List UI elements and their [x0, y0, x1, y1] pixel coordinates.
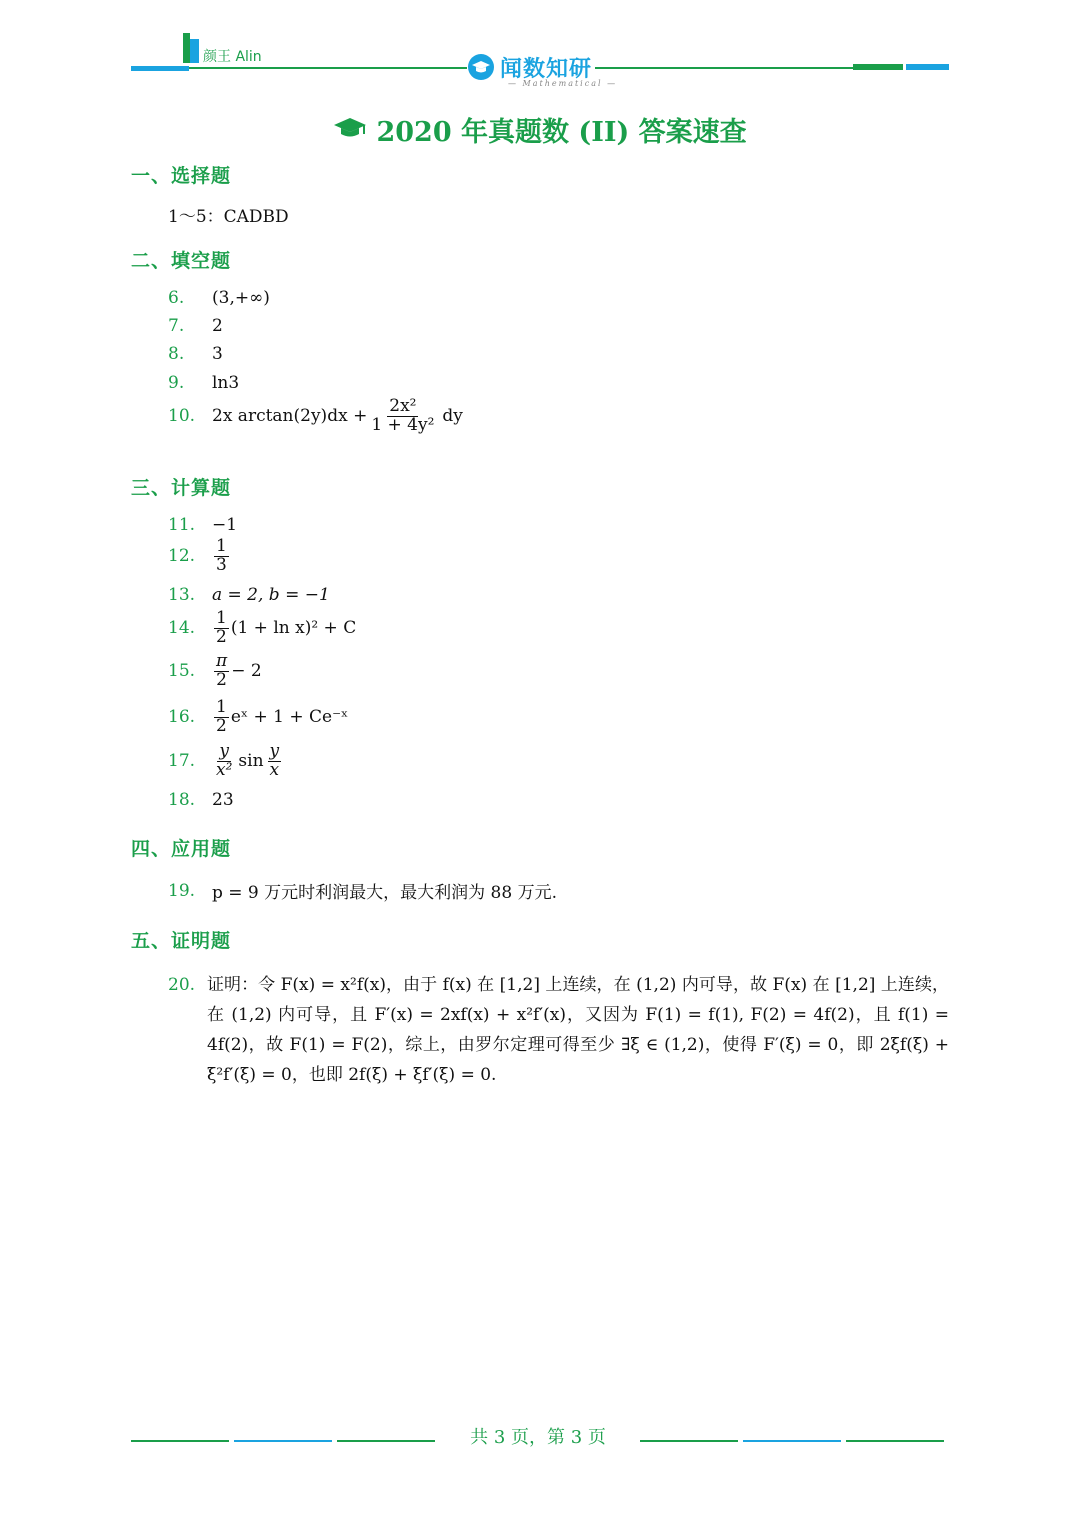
book-logo-icon — [183, 33, 199, 63]
header-rule-left-green — [189, 67, 467, 69]
answer-11 — [168, 515, 237, 535]
header-rule-right-green — [595, 67, 853, 69]
header-rule-right-greenbox — [853, 64, 903, 70]
answer-13 — [168, 585, 330, 605]
section-heading-choice: 一、选择题 — [131, 165, 232, 187]
answer-8 — [168, 344, 223, 364]
fraction-denominator: x² — [216, 759, 233, 780]
fraction-denominator: 3 — [216, 554, 227, 575]
footer-rule — [131, 1440, 229, 1442]
answer-number: 12. — [168, 546, 196, 567]
answer-number: 16. — [168, 707, 196, 728]
fraction-numerator: y — [219, 741, 229, 761]
answer-text: (3,+∞) — [212, 288, 270, 308]
fraction-numerator: 1 — [216, 697, 227, 717]
section-heading-proof: 五、证明题 — [131, 930, 232, 952]
header-rule-right-blue — [906, 64, 949, 70]
fraction — [214, 743, 234, 780]
fraction-denominator: x — [269, 759, 280, 780]
answer-number: 6. — [168, 288, 185, 308]
answer-10 — [168, 398, 463, 435]
answer-tail: dy — [442, 406, 463, 427]
fraction — [214, 538, 229, 575]
answer-tail: (1 + ln x)² + C — [230, 618, 357, 639]
answer-number: 10. — [168, 406, 196, 427]
header-center-brand: 闻数知研 — [500, 57, 593, 82]
answer-text: a = 2, b = −1 — [212, 585, 330, 605]
graduation-cap-icon — [468, 54, 494, 80]
answer-17 — [168, 743, 283, 780]
fraction-denominator: 2 — [216, 669, 227, 690]
answer-number: 13. — [168, 585, 196, 605]
footer-rule — [234, 1440, 332, 1442]
answer-7 — [168, 316, 223, 336]
answer-19 — [168, 878, 557, 903]
answer-number: 19. — [168, 880, 196, 901]
fraction-numerator: 2x² — [389, 396, 417, 416]
answer-text: ln3 — [212, 373, 240, 393]
fraction-numerator: 1 — [216, 608, 227, 628]
fraction-denominator: 2 — [216, 715, 227, 736]
fraction — [214, 699, 229, 736]
footer-rule — [640, 1440, 738, 1442]
page-number: 共 3 页，第 3 页 — [470, 1427, 606, 1448]
answer-number: 9. — [168, 373, 185, 393]
footer-rule — [846, 1440, 944, 1442]
answer-number: 8. — [168, 344, 185, 364]
section-heading-fill: 二、填空题 — [131, 250, 232, 272]
answer-number: 11. — [168, 515, 196, 535]
answer-number: 18. — [168, 790, 196, 810]
answer-18 — [168, 790, 234, 810]
answer-15 — [168, 653, 262, 690]
section-heading-calc: 三、计算题 — [131, 477, 232, 499]
answer-number: 14. — [168, 618, 196, 639]
proof-text: 证明：令 F(x) = x²f(x)，由于 f(x) 在 [1,2] 上连续，在 (1,2) 内可导，故 F(x) 在 [1,2] 上连续，在 (1,2) 内可导，且 F′(x) = 2xf(x) + x²f′(x)，又因为 F(1) = f(1), F(2) = 4f(2)，且 f(1) = 4f(2)，故 F(1) = F(2)，综上，由罗尔定理可得至少 ∃ξ ∈ (1,2)，使得 F′(ξ) = 0，即 2ξf(ξ) + ξ²f′(ξ) = 0，也即 2f(ξ) + ξf′(ξ) = 0. — [207, 975, 949, 1085]
answer-lead: 2x arctan(2y)dx + — [212, 406, 368, 427]
answer-tail: − 2 — [231, 661, 262, 682]
answer-text: 23 — [212, 790, 234, 810]
page-title-block — [0, 110, 1080, 149]
answer-number: 20. — [168, 975, 196, 995]
header-left-brand: 颜王 Alin — [203, 49, 262, 65]
answer-mid: sin — [238, 751, 264, 772]
fraction — [214, 610, 229, 647]
answer-text: −1 — [212, 515, 238, 535]
answer-tail: eˣ + 1 + Ce⁻ˣ — [230, 707, 349, 728]
choice-line: 1～5：CADBD — [168, 207, 289, 227]
fraction-denominator: 1 + 4y² — [371, 414, 435, 435]
fraction-numerator: 1 — [216, 536, 227, 556]
fraction — [268, 743, 282, 780]
answer-text: p = 9 万元时利润最大，最大利润为 88 万元. — [212, 883, 557, 903]
answer-number: 17. — [168, 751, 196, 772]
section-heading-application: 四、应用题 — [131, 838, 232, 860]
answer-number: 7. — [168, 316, 185, 336]
graduation-cap-icon — [333, 117, 367, 143]
answer-16 — [168, 699, 348, 736]
answer-number: 15. — [168, 661, 196, 682]
answer-9 — [168, 373, 239, 393]
fraction — [369, 398, 436, 435]
fraction-numerator: π — [216, 651, 228, 671]
fraction-denominator: 2 — [216, 626, 227, 647]
footer-rule — [337, 1440, 435, 1442]
answer-text: 3 — [212, 344, 223, 364]
header-rule-left-blue — [131, 66, 189, 71]
footer-rule — [743, 1440, 841, 1442]
answer-text: 2 — [212, 316, 223, 336]
answer-14 — [168, 610, 356, 647]
answer-12 — [168, 538, 231, 575]
page-title: 2020 年真题数 (II) 答案速查 — [376, 117, 747, 148]
header-center-sub: — Mathematical — — [508, 79, 618, 88]
fraction-numerator: y — [269, 741, 280, 761]
choice-answers — [168, 202, 289, 227]
answer-6 — [168, 288, 270, 308]
fraction — [214, 653, 229, 690]
